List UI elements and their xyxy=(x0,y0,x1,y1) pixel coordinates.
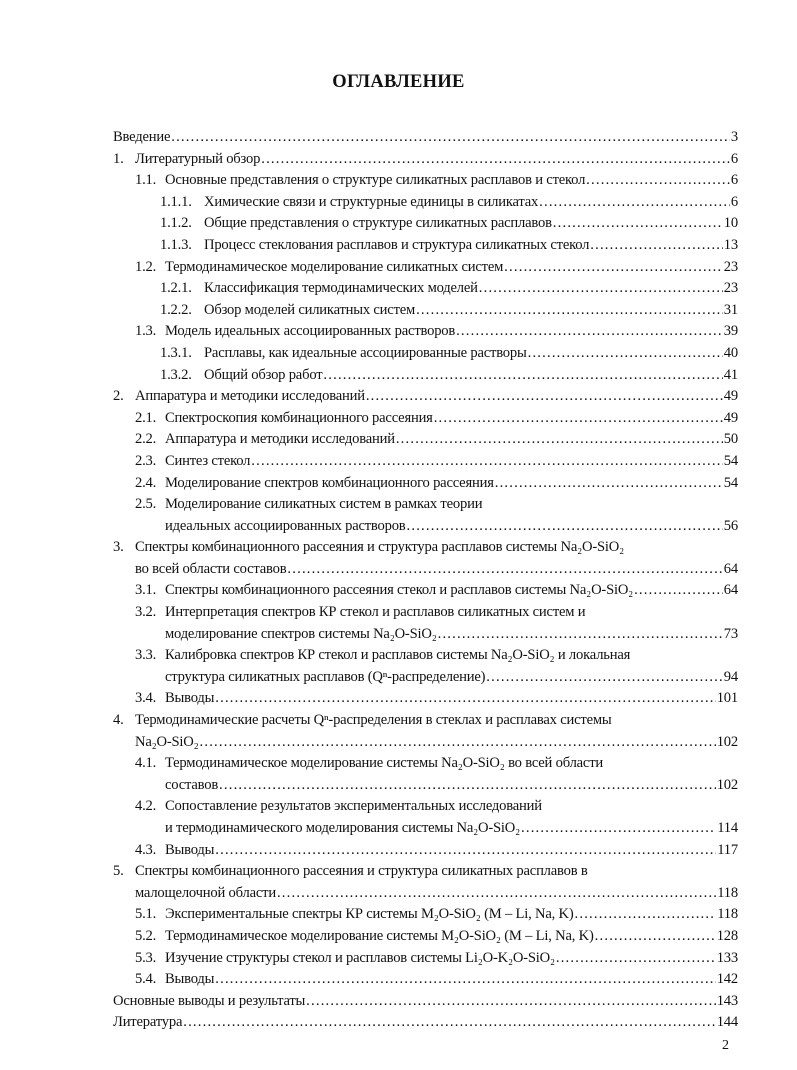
toc-entry-line xyxy=(113,645,738,667)
toc-entry-page: 23 xyxy=(723,280,738,297)
toc-entry-number: 1.3.1. xyxy=(160,344,192,361)
toc-entry-line xyxy=(113,516,738,538)
dot-leader xyxy=(215,840,716,862)
toc-entry-title: Моделирование силикатных систем в рамках теории xyxy=(165,496,483,513)
toc-entry-title: Основные выводы и результаты xyxy=(113,992,306,1009)
toc-entry[interactable] xyxy=(113,343,738,365)
toc-entry-page: 143 xyxy=(716,992,738,1009)
dot-leader xyxy=(586,170,730,192)
toc-entry-number: 4.2. xyxy=(135,798,157,815)
dot-leader xyxy=(521,818,716,840)
toc-entry-title: малощелочной области xyxy=(135,884,276,901)
toc-entry-title: Изучение структуры стекол и расплавов системы Li₂O-K₂O-SiO₂ xyxy=(165,949,555,966)
toc-entry-page: 64 xyxy=(723,582,738,599)
toc-entry-title: идеальных ассоциированных растворов xyxy=(165,517,406,534)
toc-entry-line xyxy=(113,386,738,408)
toc-entry-number: 1.2.1. xyxy=(160,280,192,297)
toc-entry-title: Моделирование спектров комбинационного рассеяния xyxy=(165,474,494,491)
dot-leader xyxy=(323,365,722,387)
toc-entry-number: 2.5. xyxy=(135,496,157,513)
toc-entry-title: Экспериментальные спектры КР системы M₂O-SiO₂ (M – Li, Na, K) xyxy=(165,906,574,923)
toc-entry-page: 54 xyxy=(723,452,738,469)
toc-entry-number: 5.3. xyxy=(135,949,157,966)
toc-entry[interactable] xyxy=(113,861,738,904)
toc-entry-number: 4. xyxy=(113,712,124,729)
toc-entry-line xyxy=(113,991,738,1013)
toc-entry-title: Спектроскопия комбинационного рассеяния xyxy=(165,409,433,426)
toc-entry-line xyxy=(113,861,738,883)
dot-leader xyxy=(528,343,723,365)
toc-entry-page: 3 xyxy=(730,129,738,145)
toc-entry-number: 1.1. xyxy=(135,172,157,189)
toc-entry-page: 142 xyxy=(716,971,738,988)
toc-entry[interactable] xyxy=(113,429,738,451)
toc-entry[interactable] xyxy=(113,300,738,322)
toc-entry-line xyxy=(113,904,738,926)
toc-entry-page: 10 xyxy=(723,215,738,232)
toc-entry[interactable] xyxy=(113,969,738,991)
toc-entry-number: 5.2. xyxy=(135,927,157,944)
dot-leader xyxy=(396,429,723,451)
toc-entry-title: составов xyxy=(165,776,219,793)
toc-entry-title: Классификация термодинамических моделей xyxy=(204,280,478,297)
toc-entry[interactable] xyxy=(113,1012,738,1034)
toc-entry-number: 2.3. xyxy=(135,452,157,469)
toc-entry-title: Калибровка спектров КР стекол и расплавов системы Na₂O-SiO₂ и локальная xyxy=(165,647,631,664)
toc-entry-number: 1.1.3. xyxy=(160,236,192,253)
toc-entry-title: Процесс стеклования расплавов и структура силикатных стекол xyxy=(204,236,590,253)
toc-entry-title: Термодинамическое моделирование системы M₂O-SiO₂ (M – Li, Na, K) xyxy=(165,927,594,944)
dot-leader xyxy=(556,948,716,970)
toc-entry-number: 3.3. xyxy=(135,647,157,664)
toc-entry-line xyxy=(113,343,738,365)
toc-entry-number: 4.3. xyxy=(135,841,157,858)
toc-entry-title: Основные представления о структуре силикатных расплавов и стекол xyxy=(165,172,586,189)
toc-entry-page: 54 xyxy=(723,474,738,491)
toc-entry-title: во всей области составов xyxy=(135,560,287,577)
dot-leader xyxy=(456,321,723,343)
table-of-contents xyxy=(113,127,738,1034)
toc-entry-line xyxy=(113,127,738,149)
dot-leader xyxy=(486,667,723,689)
dot-leader xyxy=(495,473,723,495)
toc-entry[interactable] xyxy=(113,537,738,580)
page-body xyxy=(113,127,738,1054)
toc-entry-line xyxy=(113,818,738,840)
toc-entry[interactable] xyxy=(113,494,738,537)
toc-entry-page: 101 xyxy=(716,690,738,707)
dot-leader xyxy=(287,559,722,581)
toc-entry-page: 117 xyxy=(717,841,738,858)
toc-entry-line xyxy=(113,667,738,689)
toc-entry[interactable] xyxy=(113,473,738,495)
toc-entry-number: 2.2. xyxy=(135,431,157,448)
toc-entry-number: 1.2.2. xyxy=(160,301,192,318)
toc-entry-line xyxy=(113,451,738,473)
toc-entry-title: Спектры комбинационного рассеяния стекол и расплавов системы Na₂O-SiO₂ xyxy=(165,582,634,599)
toc-entry-line xyxy=(113,300,738,322)
toc-entry-title: Общие представления о структуре силикатных расплавов xyxy=(204,215,552,232)
toc-entry-title: Сопоставление результатов экспериментальных исследований xyxy=(165,798,542,815)
toc-entry-page: 118 xyxy=(717,906,738,923)
toc-entry-number: 5.1. xyxy=(135,906,157,923)
toc-entry[interactable] xyxy=(113,451,738,473)
toc-entry-page: 41 xyxy=(723,366,738,383)
dot-leader xyxy=(306,991,716,1013)
dot-leader xyxy=(183,1012,715,1034)
toc-entry-page: 94 xyxy=(723,668,738,685)
toc-entry[interactable] xyxy=(113,170,738,192)
dot-leader xyxy=(590,235,723,257)
toc-entry-page: 133 xyxy=(716,949,738,966)
toc-entry-page: 56 xyxy=(723,517,738,534)
toc-entry-line xyxy=(113,559,738,581)
toc-entry-number: 1.3.2. xyxy=(160,366,192,383)
toc-entry-page: 6 xyxy=(730,193,738,210)
dot-leader xyxy=(416,300,723,322)
toc-entry[interactable] xyxy=(113,213,738,235)
toc-entry-line xyxy=(113,1012,738,1034)
toc-entry-page: 13 xyxy=(723,236,738,253)
toc-entry[interactable] xyxy=(113,235,738,257)
toc-entry-title: Химические связи и структурные единицы в силикатах xyxy=(204,193,539,210)
toc-entry-title: Выводы xyxy=(165,971,215,988)
toc-entry-line xyxy=(113,257,738,279)
dot-leader xyxy=(251,451,723,473)
toc-entry-line xyxy=(113,213,738,235)
toc-entry-page: 102 xyxy=(716,776,738,793)
toc-entry-page: 128 xyxy=(716,927,738,944)
toc-entry-line xyxy=(113,775,738,797)
toc-entry-page: 23 xyxy=(723,258,738,275)
toc-entry-number: 4.1. xyxy=(135,755,157,772)
toc-entry-line xyxy=(113,580,738,602)
toc-entry[interactable] xyxy=(113,278,738,300)
toc-entry-line xyxy=(113,926,738,948)
toc-entry-page: 31 xyxy=(723,301,738,318)
toc-entry-line xyxy=(113,494,738,516)
dot-leader xyxy=(407,516,723,538)
toc-entry-line xyxy=(113,840,738,862)
dot-leader xyxy=(219,775,716,797)
toc-entry-page: 64 xyxy=(723,560,738,577)
toc-entry-page: 49 xyxy=(723,409,738,426)
toc-entry[interactable] xyxy=(113,192,738,214)
toc-entry-line xyxy=(113,473,738,495)
toc-entry[interactable] xyxy=(113,127,738,149)
toc-entry-line xyxy=(113,321,738,343)
toc-entry-title: Выводы xyxy=(165,690,215,707)
toc-entry[interactable] xyxy=(113,386,738,408)
toc-entry-number: 5. xyxy=(113,863,124,880)
toc-entry-title: Синтез стекол xyxy=(165,452,251,469)
toc-entry-title: Модель идеальных ассоциированных растворов xyxy=(165,323,456,340)
toc-entry-line xyxy=(113,408,738,430)
toc-entry-line xyxy=(113,732,738,754)
toc-entry-line xyxy=(113,170,738,192)
toc-entry-page: 49 xyxy=(723,388,738,405)
toc-entry[interactable] xyxy=(113,321,738,343)
dot-leader xyxy=(438,624,723,646)
toc-entry-title: Литература xyxy=(113,1014,183,1031)
toc-entry[interactable] xyxy=(113,602,738,645)
toc-entry[interactable] xyxy=(113,753,738,796)
toc-entry-line xyxy=(113,948,738,970)
toc-entry-number: 3.2. xyxy=(135,604,157,621)
toc-entry-title: Обзор моделей силикатных систем xyxy=(204,301,416,318)
page-number: 2 xyxy=(722,1037,729,1053)
toc-entry[interactable] xyxy=(113,840,738,862)
toc-entry[interactable] xyxy=(113,149,738,171)
toc-entry-page: 50 xyxy=(723,431,738,448)
dot-leader xyxy=(595,926,716,948)
dot-leader xyxy=(200,732,716,754)
toc-entry-number: 1.2. xyxy=(135,258,157,275)
toc-entry[interactable] xyxy=(113,710,738,753)
dot-leader xyxy=(366,386,723,408)
toc-entry[interactable] xyxy=(113,904,738,926)
toc-entry[interactable] xyxy=(113,645,738,688)
toc-entry-page: 144 xyxy=(716,1014,738,1031)
dot-leader xyxy=(171,127,730,149)
toc-entry-page: 114 xyxy=(717,820,738,836)
toc-entry[interactable] xyxy=(113,580,738,602)
dot-leader xyxy=(575,904,717,926)
toc-entry-title: и термодинамического моделирования системы Na₂O-SiO₂ xyxy=(165,820,521,836)
toc-entry-line xyxy=(113,883,738,905)
dot-leader xyxy=(634,580,723,602)
toc-entry-line xyxy=(113,149,738,171)
toc-entry-title: Спектры комбинационного рассеяния и структура силикатных расплавов в xyxy=(135,863,588,880)
toc-entry-page: 40 xyxy=(723,344,738,361)
toc-entry-page: 118 xyxy=(717,884,738,901)
toc-entry-title: Аппаратура и методики исследований xyxy=(135,388,365,405)
toc-entry-number: 1.1.1. xyxy=(160,193,192,210)
toc-entry-title: моделирование спектров системы Na₂O-SiO₂ xyxy=(165,625,437,642)
toc-entry-number: 3.4. xyxy=(135,690,157,707)
toc-entry-line xyxy=(113,235,738,257)
toc-entry[interactable] xyxy=(113,796,738,839)
toc-entry-title: Термодинамическое моделирование силикатных систем xyxy=(165,258,504,275)
dot-leader xyxy=(215,688,715,710)
toc-entry-title: Интерпретация спектров КР стекол и расплавов силикатных систем и xyxy=(165,604,586,621)
dot-leader xyxy=(539,192,730,214)
toc-entry-line xyxy=(113,688,738,710)
toc-entry-number: 2.1. xyxy=(135,409,157,426)
toc-entry-title: Аппаратура и методики исследований xyxy=(165,431,395,448)
toc-entry-line xyxy=(113,796,738,818)
toc-entry-title: Термодинамические расчеты Qⁿ-распределения в стеклах и расплавах системы xyxy=(135,712,612,729)
toc-entry[interactable] xyxy=(113,365,738,387)
dot-leader xyxy=(215,969,715,991)
dot-leader xyxy=(553,213,723,235)
toc-entry-title: Спектры комбинационного рассеяния и структура расплавов системы Na₂O-SiO₂ xyxy=(135,539,624,556)
toc-entry-title: Термодинамическое моделирование системы Na₂O-SiO₂ во всей области xyxy=(165,755,603,772)
toc-entry-line xyxy=(113,429,738,451)
dot-leader xyxy=(261,149,730,171)
toc-entry[interactable] xyxy=(113,948,738,970)
toc-entry-page: 73 xyxy=(723,625,738,642)
toc-entry-page: 102 xyxy=(716,733,738,750)
dot-leader xyxy=(479,278,723,300)
toc-entry-number: 1. xyxy=(113,150,124,167)
toc-entry-title: Na₂O-SiO₂ xyxy=(135,733,199,750)
toc-entry-title: Выводы xyxy=(165,841,215,858)
toc-entry-title: Введение xyxy=(113,129,171,145)
toc-entry-line xyxy=(113,602,738,624)
toc-entry-page: 6 xyxy=(730,150,738,167)
toc-entry-page: 39 xyxy=(723,323,738,340)
toc-entry-line xyxy=(113,710,738,732)
toc-entry-line xyxy=(113,624,738,646)
toc-entry[interactable] xyxy=(113,926,738,948)
toc-entry-line xyxy=(113,753,738,775)
page-title: ОГЛАВЛЕНИЕ xyxy=(332,72,465,92)
toc-entry-line xyxy=(113,192,738,214)
dot-leader xyxy=(434,408,723,430)
dot-leader xyxy=(277,883,716,905)
toc-entry-number: 5.4. xyxy=(135,971,157,988)
toc-entry-number: 1.1.2. xyxy=(160,215,192,232)
toc-entry-line xyxy=(113,278,738,300)
toc-entry-number: 1.3. xyxy=(135,323,157,340)
toc-entry-title: Общий обзор работ xyxy=(204,366,323,383)
toc-entry[interactable] xyxy=(113,991,738,1013)
dot-leader xyxy=(504,257,723,279)
toc-entry-number: 3. xyxy=(113,539,124,556)
toc-entry-number: 3.1. xyxy=(135,582,157,599)
toc-entry-title: Литературный обзор xyxy=(135,150,261,167)
toc-entry-line xyxy=(113,969,738,991)
toc-entry-page: 6 xyxy=(730,172,738,189)
toc-entry[interactable] xyxy=(113,257,738,279)
toc-entry[interactable] xyxy=(113,688,738,710)
toc-entry-line xyxy=(113,365,738,387)
toc-entry-title: структура силикатных расплавов (Qⁿ-распределение) xyxy=(165,668,486,685)
toc-entry-title: Расплавы, как идеальные ассоциированные растворы xyxy=(204,344,527,361)
toc-entry[interactable] xyxy=(113,408,738,430)
toc-entry-number: 2. xyxy=(113,388,124,405)
toc-entry-number: 2.4. xyxy=(135,474,157,491)
toc-entry-line xyxy=(113,537,738,559)
